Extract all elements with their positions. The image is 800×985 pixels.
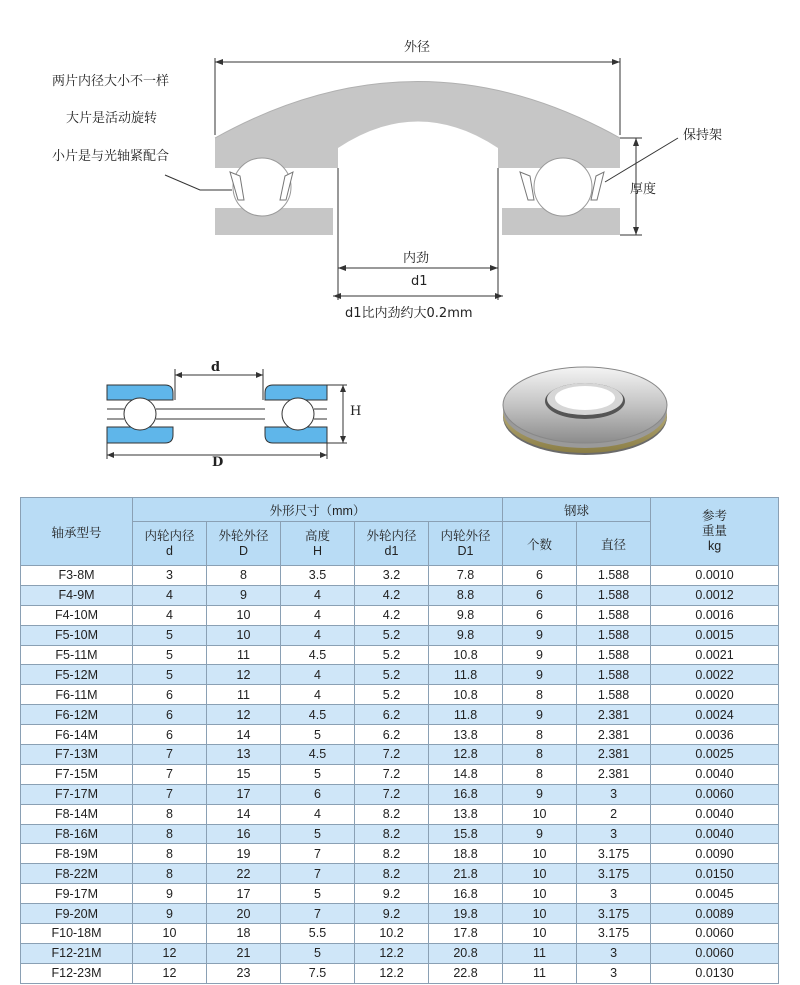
table-cell: 20.8: [429, 943, 503, 963]
note-small-washer-fit: 小片是与光轴紧配合: [52, 149, 170, 164]
table-cell: 13: [207, 745, 281, 765]
table-cell: 8: [133, 804, 207, 824]
table-cell: 4: [281, 625, 355, 645]
table-cell: 8: [207, 566, 281, 586]
table-cell: 10: [207, 605, 281, 625]
table-row: [21, 585, 779, 605]
table-row: [21, 705, 779, 725]
table-cell: 0.0040: [651, 824, 779, 844]
table-cell: 0.0022: [651, 665, 779, 685]
table-cell: 0.0025: [651, 745, 779, 765]
table-cell: 7: [281, 864, 355, 884]
table-cell: 1.588: [577, 685, 651, 705]
table-cell: 1.588: [577, 566, 651, 586]
table-cell: 7: [133, 745, 207, 765]
table-cell: 4.5: [281, 745, 355, 765]
table-cell: 13.8: [429, 804, 503, 824]
table-cell: 6: [133, 705, 207, 725]
table-cell: 3: [577, 784, 651, 804]
header-inner-bore-symbol: d: [166, 543, 173, 558]
table-row: [21, 645, 779, 665]
table-cell: 6: [133, 725, 207, 745]
model-cell: F5-12M: [21, 665, 133, 685]
table-cell: 1.588: [577, 645, 651, 665]
table-row: [21, 605, 779, 625]
table-cell: 6: [281, 784, 355, 804]
table-cell: 18: [207, 924, 281, 944]
table-cell: 20: [207, 904, 281, 924]
table-cell: 17.8: [429, 924, 503, 944]
table-cell: 9.2: [355, 904, 429, 924]
model-cell: F7-17M: [21, 784, 133, 804]
table-row: [21, 884, 779, 904]
header-outer-ring-bore-symbol: d1: [384, 543, 399, 558]
table-cell: 5: [281, 943, 355, 963]
table-row: [21, 566, 779, 586]
table-cell: 3: [577, 943, 651, 963]
table-cell: 3: [577, 963, 651, 983]
header-outer-ring-bore: [355, 522, 429, 566]
table-cell: 9: [503, 665, 577, 685]
table-cell: 0.0045: [651, 884, 779, 904]
weight-header-line1: 参考: [702, 509, 728, 523]
table-cell: 21.8: [429, 864, 503, 884]
table-row: [21, 824, 779, 844]
table-cell: 10.2: [355, 924, 429, 944]
table-row: [21, 725, 779, 745]
table-cell: 21: [207, 943, 281, 963]
weight-header-line2: 重量: [702, 524, 728, 538]
table-cell: 3.175: [577, 844, 651, 864]
table-cell: 0.0090: [651, 844, 779, 864]
table-cell: 2.381: [577, 745, 651, 765]
weight-header: [651, 498, 779, 566]
model-cell: F7-15M: [21, 764, 133, 784]
model-cell: F6-12M: [21, 705, 133, 725]
table-cell: 17: [207, 784, 281, 804]
balls-header: 钢球: [503, 498, 651, 522]
table-cell: 12: [133, 943, 207, 963]
table-cell: 10: [503, 844, 577, 864]
table-cell: 4: [281, 605, 355, 625]
table-cell: 5.2: [355, 645, 429, 665]
table-cell: 2.381: [577, 725, 651, 745]
table-cell: 5.2: [355, 625, 429, 645]
table-cell: 9: [133, 904, 207, 924]
table-cell: 2: [577, 804, 651, 824]
table-cell: 8: [133, 824, 207, 844]
table-cell: 10: [503, 864, 577, 884]
model-cell: F8-22M: [21, 864, 133, 884]
table-cell: 9.8: [429, 605, 503, 625]
table-cell: 16: [207, 824, 281, 844]
table-cell: 5: [133, 625, 207, 645]
table-cell: 0.0040: [651, 804, 779, 824]
table-cell: 7.2: [355, 764, 429, 784]
table-row: [21, 943, 779, 963]
table-cell: 1.588: [577, 665, 651, 685]
table-cell: 7.5: [281, 963, 355, 983]
table-cell: 11.8: [429, 665, 503, 685]
table-cell: 5: [133, 665, 207, 685]
table-cell: 7: [281, 844, 355, 864]
table-cell: 4.2: [355, 585, 429, 605]
table-cell: 5: [281, 824, 355, 844]
table-cell: 1.588: [577, 625, 651, 645]
table-cell: 14: [207, 804, 281, 824]
model-cell: F8-16M: [21, 824, 133, 844]
table-cell: 11: [503, 943, 577, 963]
table-cell: 0.0089: [651, 904, 779, 924]
weight-header-unit: kg: [707, 539, 722, 553]
table-cell: 4.5: [281, 645, 355, 665]
table-row: [21, 924, 779, 944]
table-cell: 16.8: [429, 784, 503, 804]
table-cell: 12.2: [355, 943, 429, 963]
table-cell: 8.2: [355, 804, 429, 824]
table-cell: 11: [207, 645, 281, 665]
table-cell: 9: [503, 645, 577, 665]
bearing-photo: [495, 355, 675, 470]
model-cell: F8-14M: [21, 804, 133, 824]
table-cell: 9: [133, 884, 207, 904]
table-row: [21, 625, 779, 645]
table-cell: 0.0060: [651, 924, 779, 944]
inner-bore-label: 内劲: [403, 251, 430, 266]
table-cell: 0.0020: [651, 685, 779, 705]
table-cell: 22.8: [429, 963, 503, 983]
table-cell: 0.0130: [651, 963, 779, 983]
table-cell: 5.2: [355, 685, 429, 705]
table-row: [21, 904, 779, 924]
table-cell: 3.2: [355, 566, 429, 586]
table-cell: 0.0060: [651, 943, 779, 963]
header-outer-diameter-label: 外轮外径: [218, 528, 269, 543]
table-cell: 6: [133, 685, 207, 705]
thrust-bearing-cross-section-diagram: [0, 0, 800, 330]
table-cell: 4: [133, 585, 207, 605]
outer-diameter-label: 外径: [404, 40, 431, 55]
table-cell: 9: [503, 705, 577, 725]
table-cell: 13.8: [429, 725, 503, 745]
d1-caption: d1比内劲约大0.2mm: [345, 306, 473, 321]
table-cell: 8: [133, 844, 207, 864]
table-cell: 4: [281, 585, 355, 605]
table-row: [21, 665, 779, 685]
thickness-label: 厚度: [630, 182, 657, 197]
table-row: [21, 764, 779, 784]
table-cell: 4: [133, 605, 207, 625]
table-row: [21, 844, 779, 864]
model-cell: F4-10M: [21, 605, 133, 625]
bearing-spec-table: [20, 497, 779, 984]
table-cell: 1.588: [577, 605, 651, 625]
table-cell: 8.2: [355, 824, 429, 844]
table-cell: 12: [207, 705, 281, 725]
table-cell: 19: [207, 844, 281, 864]
table-cell: 15.8: [429, 824, 503, 844]
table-cell: 10: [207, 625, 281, 645]
model-cell: F5-10M: [21, 625, 133, 645]
table-cell: 3: [133, 566, 207, 586]
table-cell: 8: [503, 764, 577, 784]
table-cell: 17: [207, 884, 281, 904]
header-inner-bore: [133, 522, 207, 566]
table-cell: 3.175: [577, 924, 651, 944]
model-header: 轴承型号: [21, 498, 133, 566]
table-cell: 11: [207, 685, 281, 705]
note-large-washer-rotates: 大片是活动旋转: [66, 111, 158, 126]
table-cell: 10: [503, 804, 577, 824]
model-cell: F6-11M: [21, 685, 133, 705]
table-cell: 10: [503, 924, 577, 944]
table-cell: 5: [133, 645, 207, 665]
d1-label: d1: [411, 274, 428, 289]
model-cell: F9-17M: [21, 884, 133, 904]
table-cell: 10: [503, 904, 577, 924]
table-cell: 4: [281, 685, 355, 705]
model-cell: F6-14M: [21, 725, 133, 745]
model-cell: F12-23M: [21, 963, 133, 983]
table-cell: 14: [207, 725, 281, 745]
table-cell: 4: [281, 804, 355, 824]
table-row: [21, 685, 779, 705]
H-label: H: [350, 404, 362, 419]
table-cell: 22: [207, 864, 281, 884]
table-row: [21, 864, 779, 884]
table-cell: 8: [503, 725, 577, 745]
table-cell: 9: [503, 784, 577, 804]
table-cell: 6: [503, 566, 577, 586]
table-cell: 9.8: [429, 625, 503, 645]
table-cell: 0.0012: [651, 585, 779, 605]
D-label: D: [212, 455, 224, 470]
model-cell: F7-13M: [21, 745, 133, 765]
table-cell: 5: [281, 725, 355, 745]
model-cell: F4-9M: [21, 585, 133, 605]
table-cell: 8.2: [355, 864, 429, 884]
table-cell: 7.2: [355, 745, 429, 765]
cage-label: 保持架: [683, 128, 723, 143]
table-cell: 16.8: [429, 884, 503, 904]
bearing-dimension-diagram: [95, 355, 365, 470]
table-cell: 2.381: [577, 764, 651, 784]
table-cell: 9.2: [355, 884, 429, 904]
header-inner-ring-od: [429, 522, 503, 566]
table-cell: 5.2: [355, 665, 429, 685]
table-row: [21, 745, 779, 765]
table-row: [21, 784, 779, 804]
header-outer-ring-bore-label: 外轮内径: [366, 528, 417, 543]
table-cell: 5: [281, 764, 355, 784]
table-cell: 5.5: [281, 924, 355, 944]
table-cell: 3: [577, 824, 651, 844]
table-cell: 8: [133, 864, 207, 884]
table-cell: 3.5: [281, 566, 355, 586]
table-cell: 0.0060: [651, 784, 779, 804]
table-cell: 7: [133, 764, 207, 784]
table-cell: 19.8: [429, 904, 503, 924]
header-outer-diameter: [207, 522, 281, 566]
table-cell: 0.0036: [651, 725, 779, 745]
table-cell: 3.175: [577, 864, 651, 884]
table-cell: 9: [503, 625, 577, 645]
table-cell: 5: [281, 884, 355, 904]
model-cell: F12-21M: [21, 943, 133, 963]
model-cell: F3-8M: [21, 566, 133, 586]
table-cell: 0.0040: [651, 764, 779, 784]
table-cell: 6.2: [355, 705, 429, 725]
table-row: [21, 804, 779, 824]
model-cell: F5-11M: [21, 645, 133, 665]
table-cell: 11: [503, 963, 577, 983]
table-cell: 9: [207, 585, 281, 605]
table-cell: 2.381: [577, 705, 651, 725]
table-cell: 10.8: [429, 645, 503, 665]
table-cell: 12: [133, 963, 207, 983]
table-cell: 12.2: [355, 963, 429, 983]
table-cell: 0.0010: [651, 566, 779, 586]
ball-diameter-header: 直径: [577, 522, 651, 566]
table-cell: 7.2: [355, 784, 429, 804]
table-cell: 4: [281, 665, 355, 685]
table-cell: 1.588: [577, 585, 651, 605]
table-cell: 4.2: [355, 605, 429, 625]
table-cell: 23: [207, 963, 281, 983]
table-cell: 15: [207, 764, 281, 784]
table-cell: 0.0150: [651, 864, 779, 884]
table-cell: 10.8: [429, 685, 503, 705]
header-inner-ring-od-label: 内轮外径: [440, 528, 491, 543]
table-cell: 0.0021: [651, 645, 779, 665]
table-cell: 8.8: [429, 585, 503, 605]
table-cell: 18.8: [429, 844, 503, 864]
d-label: d: [211, 360, 221, 375]
table-cell: 9: [503, 824, 577, 844]
table-cell: 3: [577, 884, 651, 904]
table-cell: 0.0024: [651, 705, 779, 725]
model-cell: F9-20M: [21, 904, 133, 924]
table-cell: 6.2: [355, 725, 429, 745]
table-cell: 10: [133, 924, 207, 944]
table-cell: 0.0015: [651, 625, 779, 645]
table-cell: 8.2: [355, 844, 429, 864]
header-height-label: 高度: [304, 528, 330, 543]
dimensions-header: 外形尺寸（mm）: [133, 498, 503, 522]
table-cell: 7: [133, 784, 207, 804]
table-cell: 3.175: [577, 904, 651, 924]
header-inner-ring-od-symbol: D1: [457, 543, 474, 558]
table-cell: 12.8: [429, 745, 503, 765]
table-cell: 8: [503, 685, 577, 705]
table-cell: 0.0016: [651, 605, 779, 625]
table-cell: 14.8: [429, 764, 503, 784]
table-cell: 10: [503, 884, 577, 904]
ball-count-header: 个数: [503, 522, 577, 566]
table-cell: 6: [503, 585, 577, 605]
model-cell: F10-18M: [21, 924, 133, 944]
table-cell: 8: [503, 745, 577, 765]
table-row: [21, 963, 779, 983]
table-cell: 7: [281, 904, 355, 924]
table-cell: 12: [207, 665, 281, 685]
header-outer-diameter-symbol: D: [238, 543, 249, 558]
header-inner-bore-label: 内轮内径: [144, 528, 195, 543]
note-washer-bores-differ: 两片内径大小不一样: [52, 74, 170, 89]
model-cell: F8-19M: [21, 844, 133, 864]
table-cell: 4.5: [281, 705, 355, 725]
header-height-symbol: H: [312, 543, 323, 558]
table-cell: 11.8: [429, 705, 503, 725]
header-height: [281, 522, 355, 566]
table-cell: 6: [503, 605, 577, 625]
table-cell: 7.8: [429, 566, 503, 586]
spec-table-body: [21, 566, 779, 984]
